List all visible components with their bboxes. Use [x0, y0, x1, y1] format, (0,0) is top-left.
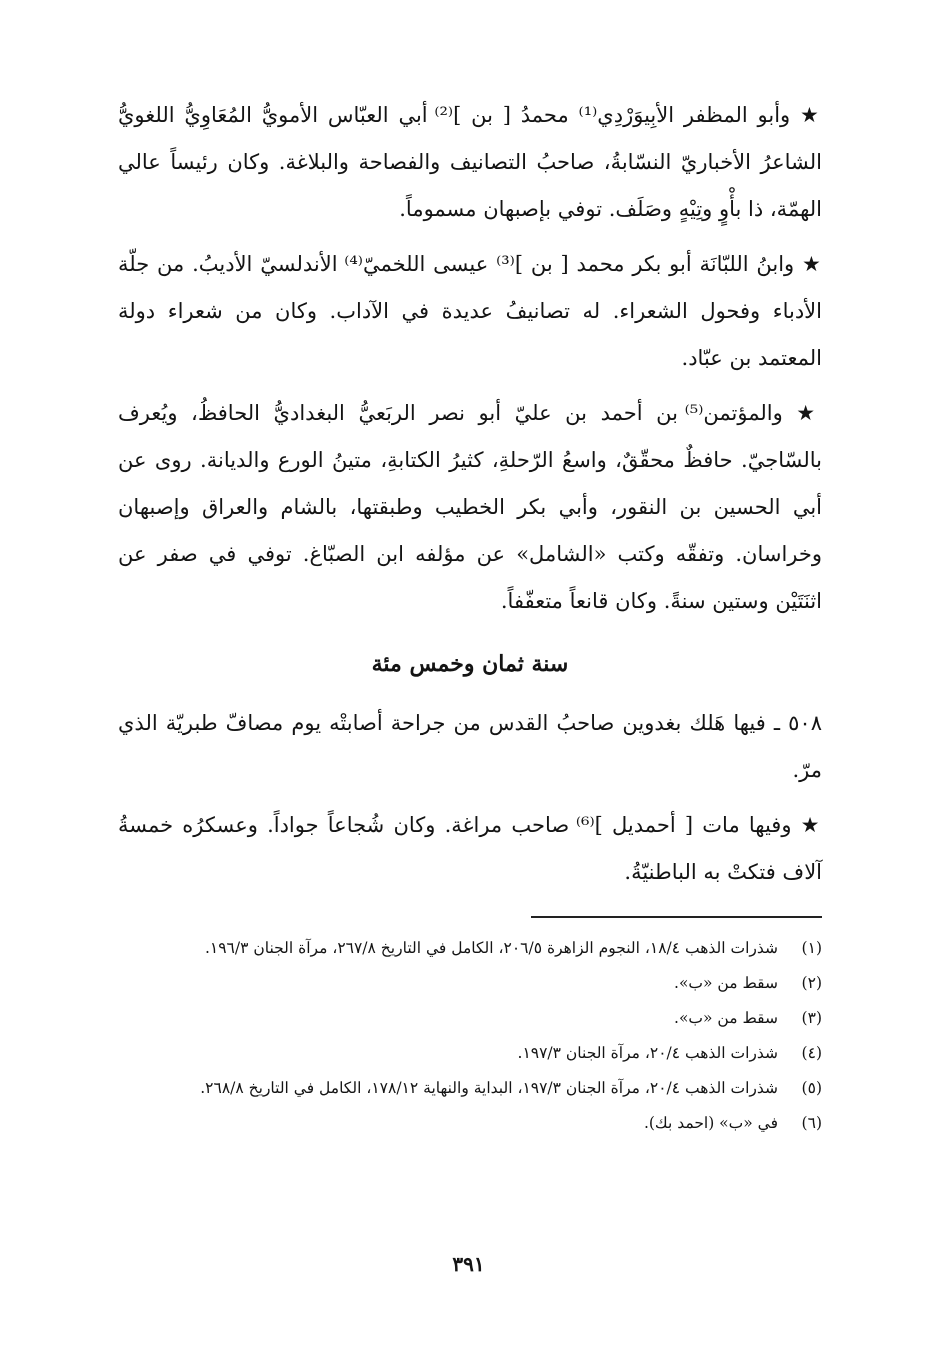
- footnote-text: شذرات الذهب ٢٠/٤، مرآة الجنان ١٩٧/٣، البداية والنهاية ١٧٨/١٢، الكامل في التاريخ ٢٦٨/٨.: [200, 1079, 778, 1097]
- entry-baldwin: ٥٠٨ ـ فيها هَلك بغدوين صاحبُ القدس من جراحة أصابتْه يوم مصافّ طبريّة الذي مرّ.: [118, 711, 822, 782]
- footnote-number: (٢): [801, 974, 822, 992]
- entry-abiwardi: ★ وأبو المظفر الأبِيوَرْدِي⁽¹⁾ محمدُ [ بن ]⁽²⁾ أبي العبّاس الأمويُّ المُعَاوِيُّ اللغويُّ الشاعرُ الأخباريّ النسّابةُ، صاحبُ التصانيف والفصاحة والبلاغة. وكان رئيساً عالي الهمّة، ذا بأْوٍ وتِيْهٍ وصَلَف. توفي بإصبهان مسموماً.: [118, 103, 822, 221]
- entry-ibn-labbana: ★ وابنُ اللبّانَة أبو بكر محمد [ بن ]⁽³⁾ عيسى اللخميّ⁽⁴⁾ الأندلسيّ الأديبُ. من جلّة الأدباء وفحول الشعراء. له تصانيفُ عديدة في الآداب. وكان من شعراء دولة المعتمد بن عبّاد.: [118, 252, 822, 370]
- entry-ahmadil: ★ وفيها مات [ أحمديل ]⁽⁶⁾ صاحب مراغة. وكان شُجاعاً جواداً. وعسكرُه خمسةُ آلاف فتكتْ به الباطنيّةُ.: [118, 813, 822, 884]
- footnote-text: سقط من «ب».: [674, 974, 778, 992]
- footnote: [118, 934, 822, 962]
- footnote-text: شذرات الذهب ٢٠/٤، مرآة الجنان ١٩٧/٣.: [517, 1044, 778, 1062]
- footnote: [118, 1004, 822, 1032]
- footnote-number: (٤): [801, 1044, 822, 1062]
- footnote-number: (٥): [801, 1079, 822, 1097]
- footnote-text: شذرات الذهب ١٨/٤، النجوم الزاهرة ٢٠٦/٥، الكامل في التاريخ ٢٦٧/٨، مرآة الجنان ١٩٦/٣.: [204, 939, 778, 957]
- footnote-number: (٣): [801, 1009, 822, 1027]
- year-heading: سنة ثمان وخمس مئة: [371, 651, 569, 677]
- footnote-divider: [531, 916, 822, 918]
- footnote-text: سقط من «ب».: [674, 1009, 778, 1027]
- footnote: [118, 1039, 822, 1067]
- footnote-number: (٦): [801, 1114, 822, 1132]
- footnote-text: في «ب» (احمد بك).: [643, 1114, 778, 1132]
- footnote: [118, 1074, 822, 1102]
- entry-almutaman: ★ والمؤتمن⁽⁵⁾ بن أحمد بن عليّ أبو نصر الربَعيُّ البغداديُّ الحافظُ، ويُعرف بالسّاجيّ. حافظٌ محقّقٌ، واسعُ الرّحلةِ، كثيرُ الكتابةِ، متينُ الورع والديانة. روى عن أبي الحسين بن النقور، وأبي بكر الخطيب وطبقتها، بالشام والعراق وإصبهان وخراسان. وتفقّه وكتب «الشامل» عن مؤلفه ابن الصبّاغ. توفي في صفر عن اثنَتَيْن وستين سنةً. وكان قانعاً متعفّفاً.: [118, 401, 822, 613]
- footnote: [118, 1109, 822, 1137]
- page-number: ٣٩١: [452, 1252, 485, 1276]
- footnotes: [118, 934, 822, 1144]
- footnote-number: (١): [801, 939, 822, 957]
- footnote: [118, 969, 822, 997]
- main-text: [118, 92, 822, 904]
